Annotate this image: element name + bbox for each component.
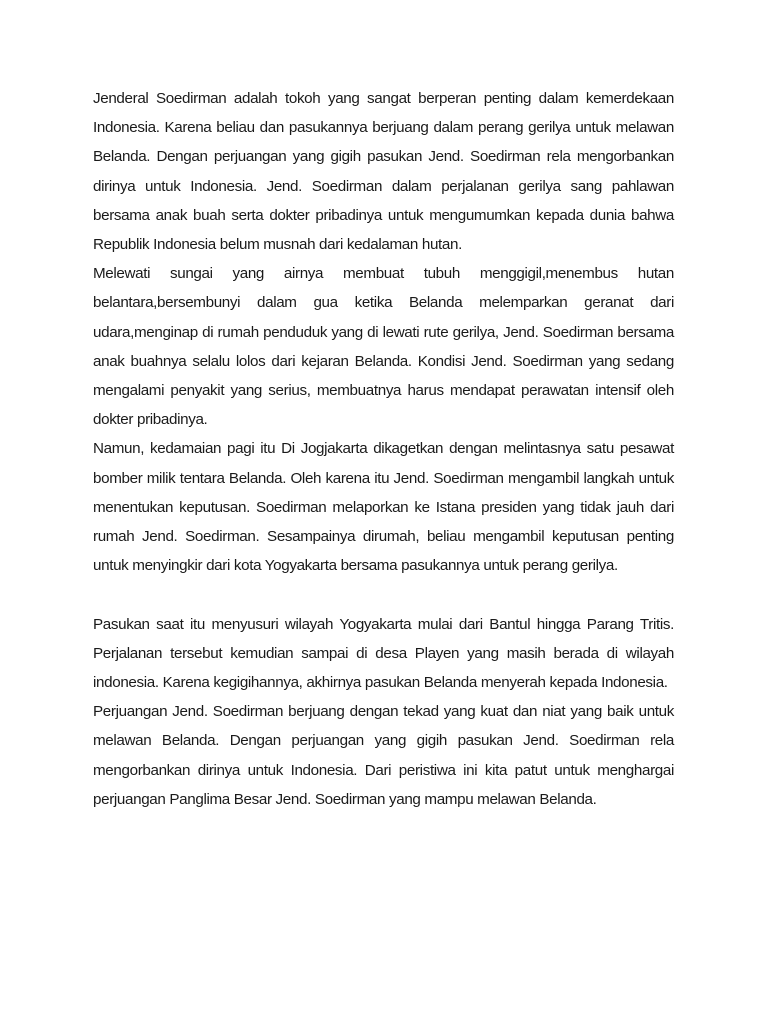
paragraph-3: Namun, kedamaian pagi itu Di Jogjakarta dikagetkan dengan melintasnya satu pesawat bomber milik tentara Belanda. Oleh karena itu Jend. Soedirman mengambil langkah untuk menentukan keputusan. Soedirman melaporkan ke Istana presiden yang tidak jauh dari rumah Jend. Soedirman. Sesampainya dirumah, beliau mengambil keputusan penting untuk menyingkir dari kota Yogyakarta bersama pasukannya untuk perang gerilya. [93,440,674,575]
paragraph-4: Pasukan saat itu menyusuri wilayah Yogyakarta mulai dari Bantul hingga Parang Tritis. Perjalanan tersebut kemudian sampai di desa Playen yang masih berada di wilayah indonesia. Karena kegigihannya, akhirnya pasukan Belanda menyerah kepada Indonesia. [93,615,674,692]
paragraph-1: Jenderal Soedirman adalah tokoh yang sangat berperan penting dalam kemerdekaan Indonesia. Karena beliau dan pasukannya berjuang dalam perang gerilya untuk melawan Belanda. Dengan perjuangan yang gigih pasukan Jend. Soedirman rela mengorbankan dirinya untuk Indonesia. Jend. Soedirman dalam perjalanan gerilya sang pahlawan bersama anak buah serta dokter pribadinya untuk mengumumkan kepada dunia bahwa Republik Indonesia belum musnah dari kedalaman hutan. [93,90,674,254]
paragraph-5: Perjuangan Jend. Soedirman berjuang dengan tekad yang kuat dan niat yang baik untuk melawan Belanda. Dengan perjuangan yang gigih pasukan Jend. Soedirman rela mengorbankan dirinya untuk Indonesia. Dari peristiwa ini kita patut untuk menghargai perjuangan Panglima Besar Jend. Soedirman yang mampu melawan Belanda. [93,703,674,808]
paragraph-2: Melewati sungai yang airnya membuat tubuh menggigil,menembus hutan belantara,bersembunyi dalam gua ketika Belanda melemparkan geranat dari udara,menginap di rumah penduduk yang di lewati rute gerilya, Jend. Soedirman bersama anak buahnya selalu lolos dari kejaran Belanda. Kondisi Jend. Soedirman yang sedang mengalami penyakit yang serius, membuatnya harus mendapat perawatan intensif oleh dokter pribadinya. [93,265,674,429]
document-body [93,84,674,814]
